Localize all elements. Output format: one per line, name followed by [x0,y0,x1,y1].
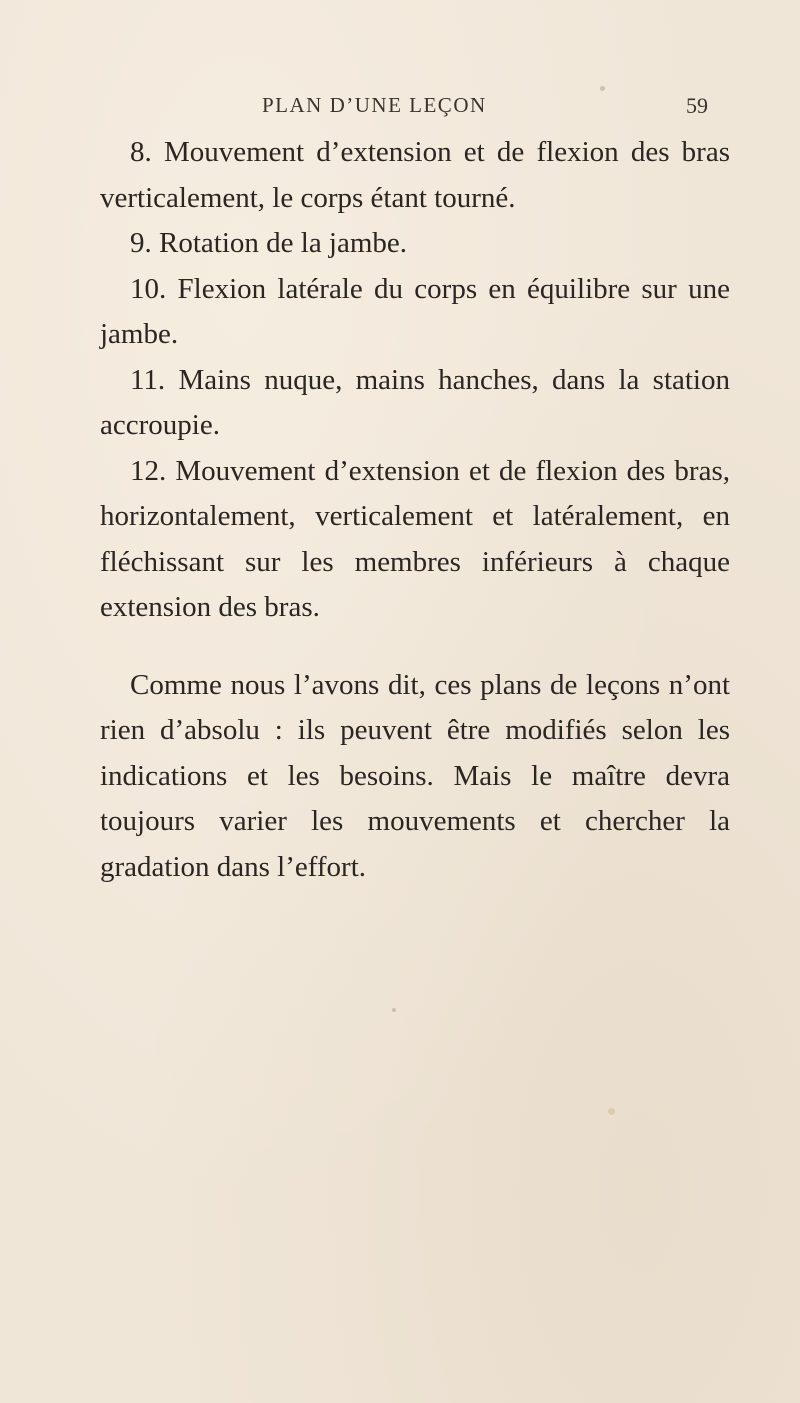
running-title: PLAN D’UNE LEÇON [262,93,487,117]
list-item: 12. Mouvement d’extension et de flexion des bras, horizontalement, verticalement et latéralement, en fléchissant sur les membres inférieurs à chaque extension des bras. [100,454,730,623]
list-item: 9. Rotation de la jambe. [130,227,408,259]
list-item: 8. Mouvement d’extension et de flexion des bras verticalement, le corps étant tourné. [100,136,730,214]
closing-paragraph: Comme nous l’avons dit, ces plans de leçons n’ont rien d’absolu : ils peuvent être modifiés selon les indications et les besoins. Mais le maître devra toujours varier les mouvements et chercher la gradation dans l’effort. [100,668,730,883]
page-number: 59 [686,93,708,118]
list-item: 11. Mains nuque, mains hanches, dans la station accroupie. [100,363,730,441]
body-text [100,130,730,890]
paper-speck [392,1008,396,1012]
paper-speck [600,86,605,91]
running-head [0,93,800,123]
paper-speck [608,1108,615,1115]
list-item: 10. Flexion latérale du corps en équilibre sur une jambe. [100,272,730,350]
